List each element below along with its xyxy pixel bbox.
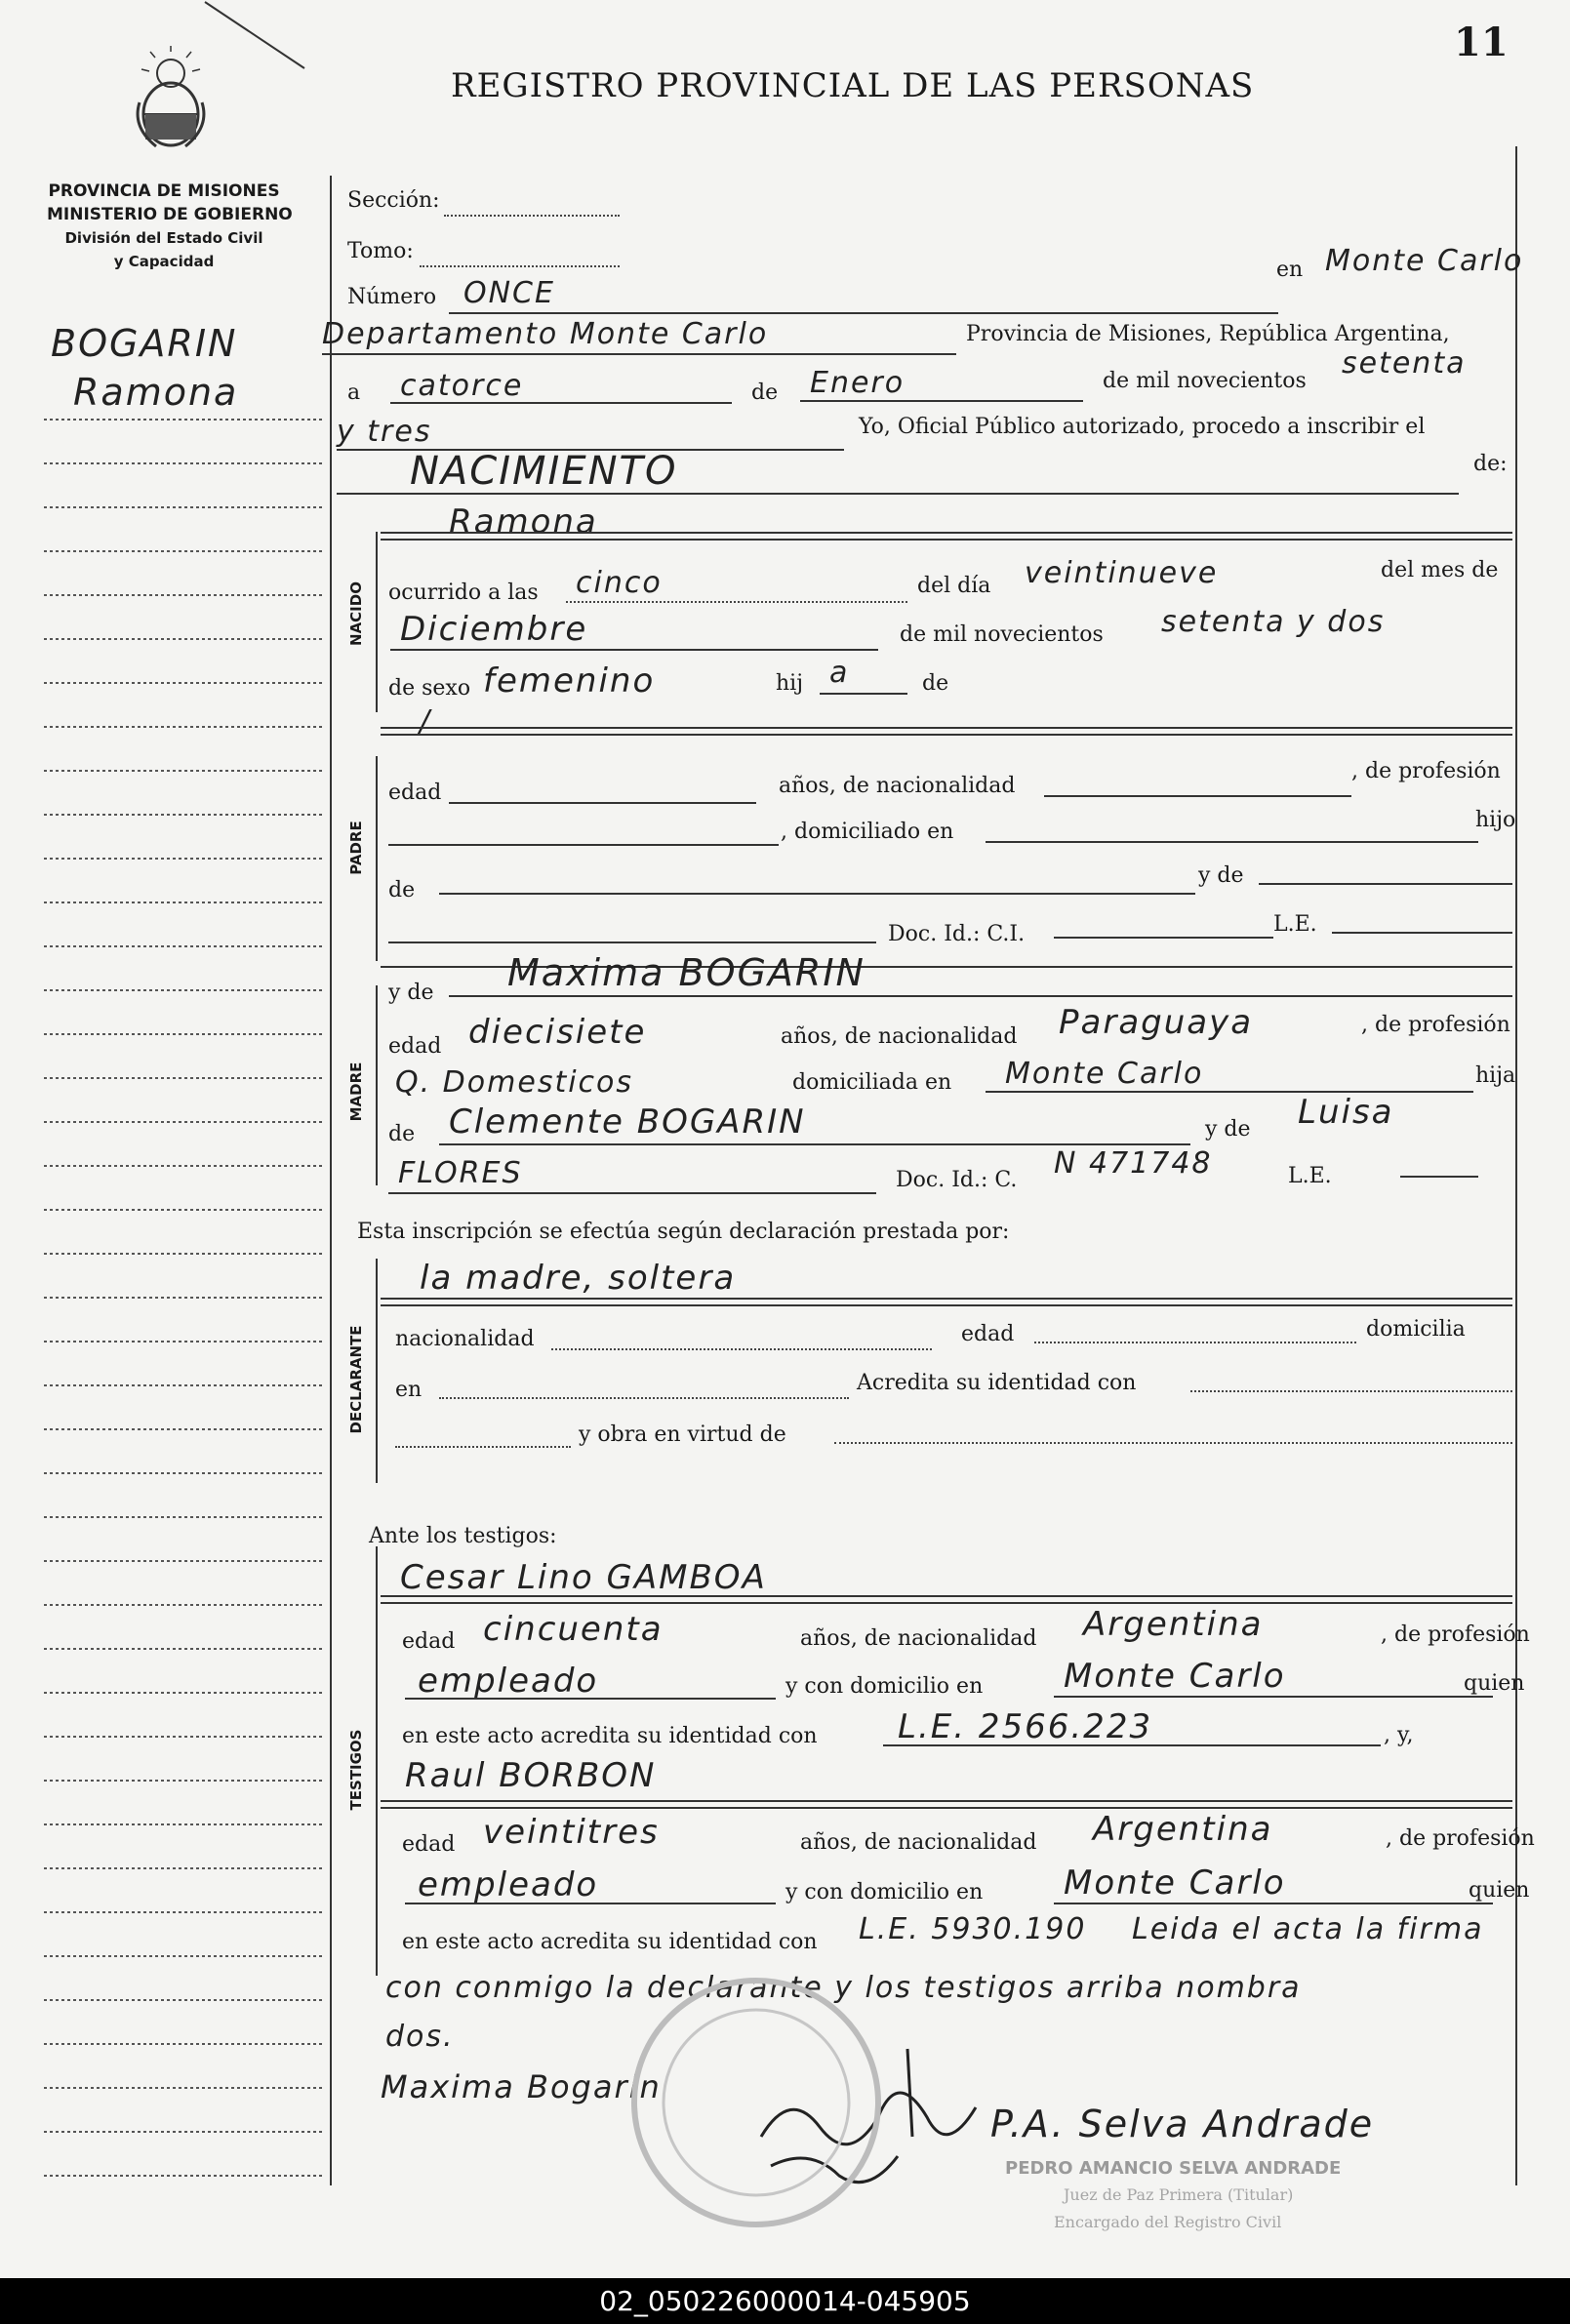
nombre-line [381, 532, 1512, 534]
t2-nombre-line [381, 1800, 1512, 1802]
value-padre-mark: / [420, 704, 432, 739]
header-line: PROVINCIA DE MISIONES [48, 181, 280, 201]
margin-ruled-lines [44, 371, 327, 2224]
label-madre-yde2: y de [1205, 1117, 1251, 1142]
label-doc-ci: Doc. Id.: C.I. [888, 922, 1026, 946]
seccion-line [444, 215, 620, 217]
value-closing1: Leida el acta la firma [1132, 1912, 1484, 1946]
margin-given-name: Ramona [73, 371, 239, 414]
label-t1-edad: edad [402, 1629, 456, 1654]
seal-office: Encargado del Registro Civil [1054, 2213, 1282, 2231]
decl-nac-line [551, 1348, 932, 1350]
label-hija: hija [1475, 1063, 1516, 1088]
value-t1-nac: Argentina [1083, 1605, 1264, 1644]
decl-edad-line [1034, 1342, 1356, 1343]
label-le: L.E. [1273, 912, 1317, 937]
value-t1-edad: cincuenta [483, 1610, 664, 1649]
label-y-de: y de [1198, 863, 1244, 888]
value-dia-nac: veintinueve [1025, 556, 1219, 590]
label-t1-y: , y, [1384, 1723, 1414, 1747]
label-madre-nac: años, de nacionalidad [781, 1024, 1018, 1049]
t1-nombre-line-2 [381, 1602, 1512, 1604]
padre-prof-line [388, 844, 779, 846]
label-domicilia: domicilia [1366, 1317, 1466, 1342]
value-t1-nombre: Cesar Lino GAMBOA [400, 1558, 767, 1597]
label-madre-prof: , de profesión [1361, 1013, 1510, 1037]
page-number: 11 [1454, 20, 1509, 65]
value-acto: NACIMIENTO [410, 449, 678, 494]
page-title: REGISTRO PROVINCIAL DE LAS PERSONAS [451, 66, 1255, 105]
value-abuela2: FLORES [398, 1156, 523, 1190]
value-hij-suffix: a [829, 656, 850, 690]
value-t2-nac: Argentina [1093, 1810, 1273, 1849]
padre-dom-line [986, 841, 1478, 843]
padre-top-line [381, 727, 1512, 729]
value-madre-doc: N 471748 [1054, 1146, 1213, 1181]
frame-left-line [330, 176, 332, 2185]
official-seal-icon [624, 1971, 888, 2234]
value-nombre: Ramona [449, 502, 598, 541]
label-en: en [1276, 258, 1304, 282]
declarante-bracket [376, 1259, 378, 1483]
value-madre-nombre: Maxima BOGARIN [507, 951, 866, 994]
label-acredita: Acredita su identidad con [857, 1371, 1137, 1395]
t1-prof-line [405, 1698, 776, 1700]
madre-bracket [376, 985, 378, 1185]
header-line: MINISTERIO DE GOBIERNO [47, 205, 293, 224]
padre-doc-line [388, 942, 876, 943]
label-t2-prof: , de profesión [1386, 1826, 1535, 1851]
label-doc-c: Doc. Id.: C. [896, 1168, 1018, 1192]
value-mes-nac: Diciembre [400, 610, 588, 649]
label-t1-prof: , de profesión [1381, 1623, 1530, 1647]
value-departamento: Departamento Monte Carlo [322, 317, 769, 351]
label-madre-yde: y de [388, 981, 434, 1005]
value-madre-edad: diecisiete [468, 1013, 647, 1052]
label-numero: Número [347, 285, 437, 309]
label-provincia: Provincia de Misiones, República Argentina, [966, 322, 1450, 346]
label-de-sexo: de sexo [388, 676, 471, 701]
image-id-footer: 02_050226000014-045905 [0, 2278, 1570, 2324]
label-testigos: TESTIGOS [347, 1729, 365, 1811]
label-t1-domicilio: y con domicilio en [785, 1674, 984, 1699]
abuela2-line [388, 1192, 876, 1194]
label-t1-quien: quien [1464, 1671, 1525, 1696]
seal-title: Juez de Paz Primera (Titular) [1064, 2185, 1294, 2204]
signature-madre: Maxima Bogarin [381, 2068, 662, 2105]
label-nacionalidad: nacionalidad [395, 1327, 535, 1351]
label-domiciliado: , domiciliado en [781, 820, 954, 844]
madre-nombre-line [449, 995, 1512, 997]
nacido-bracket [376, 532, 378, 712]
margin-surname: BOGARIN [51, 322, 238, 365]
madre-dom-line [986, 1091, 1473, 1093]
coat-of-arms-icon [122, 44, 220, 156]
label-madre: MADRE [347, 1062, 365, 1122]
dia-line [390, 402, 732, 404]
label-decl-edad: edad [961, 1322, 1015, 1346]
label-ocurrido: ocurrido a las [388, 581, 539, 605]
label-declarante: DECLARANTE [347, 1325, 365, 1434]
value-sexo: femenino [483, 661, 656, 701]
label-padre-edad: edad [388, 781, 442, 805]
label-t2-domicilio: y con domicilio en [785, 1880, 984, 1904]
label-t2-nac: años, de nacionalidad [800, 1830, 1037, 1855]
label-t2-en-este-acto: en este acto acredita su identidad con [402, 1930, 818, 1954]
mes-line [800, 400, 1083, 402]
nombre-line-2 [381, 539, 1512, 541]
value-abuela1: Luisa [1298, 1093, 1394, 1132]
label-del-dia: del día [917, 574, 991, 598]
header-line: División del Estado Civil [64, 229, 263, 247]
value-mes: Enero [810, 366, 906, 400]
label-padre-nac: años, de nacionalidad [779, 774, 1016, 798]
value-closing2: con conmigo la declarante y los testigos arriba nombra [385, 1971, 1302, 2005]
t2-prof-line [405, 1903, 776, 1904]
value-abuelo: Clemente BOGARIN [449, 1102, 806, 1142]
value-madre-dom: Monte Carlo [1005, 1057, 1204, 1091]
seal-name: PEDRO AMANCIO SELVA ANDRADE [1005, 2158, 1342, 2179]
label-t2-edad: edad [402, 1832, 456, 1857]
label-y-obra: y obra en virtud de [579, 1422, 786, 1447]
decl-obra-line [834, 1442, 1512, 1444]
value-dia: catorce [400, 369, 524, 403]
t2-nombre-line-2 [381, 1807, 1512, 1809]
label-madre-de: de [388, 1122, 416, 1146]
testigos-bracket [376, 1546, 378, 1976]
madre-le-line [1400, 1176, 1478, 1178]
mes-nac-line [390, 649, 878, 651]
value-anio2: y tres [337, 415, 432, 449]
label-madre-le: L.E. [1288, 1164, 1332, 1188]
label-seccion: Sección: [347, 188, 440, 213]
acto-line [337, 493, 1459, 495]
decl-obra-pre-line [395, 1446, 571, 1448]
label-t1-en-este-acto: en este acto acredita su identidad con [402, 1724, 818, 1748]
label-t1-nac: años, de nacionalidad [800, 1626, 1037, 1651]
label-esta-inscripcion: Esta inscripción se efectúa según declaración prestada por: [357, 1220, 1010, 1244]
value-en-lugar: Monte Carlo [1325, 244, 1524, 278]
label-de: de [751, 381, 779, 405]
label-decl-en: en [395, 1378, 423, 1402]
padre-ci-line [1054, 937, 1273, 939]
label-de-2: de [922, 671, 949, 696]
value-t2-dom: Monte Carlo [1064, 1863, 1286, 1903]
value-declarante: la madre, soltera [420, 1259, 737, 1298]
label-t2-quien: quien [1469, 1878, 1530, 1903]
label-tomo: Tomo: [347, 239, 414, 263]
header-line: y Capacidad [113, 253, 215, 270]
t1-nombre-line [381, 1595, 1512, 1597]
label-del-mes: del mes de [1381, 558, 1499, 582]
label-domiciliada: domiciliada en [792, 1070, 952, 1095]
label-de-mil-novecientos: de mil novecientos [900, 622, 1104, 647]
value-t1-doc: L.E. 2566.223 [898, 1707, 1153, 1746]
value-t2-prof: empleado [418, 1865, 599, 1904]
label-padre-prof: , de profesión [1351, 759, 1501, 783]
hora-line [566, 601, 907, 603]
issuer-header [47, 180, 293, 273]
departamento-line [322, 353, 956, 355]
value-numero: ONCE [463, 276, 555, 310]
padre-edad-line [449, 802, 756, 804]
label-yo-oficial: Yo, Oficial Público autorizado, procedo a inscribir el [859, 415, 1426, 439]
label-ante-testigos: Ante los testigos: [369, 1524, 557, 1548]
padre-de-line [439, 893, 1195, 895]
decl-en-line [439, 1397, 849, 1399]
value-anio1: setenta [1342, 346, 1467, 381]
declarante-line [381, 1298, 1512, 1300]
hij-line [820, 693, 907, 695]
label-de-colon: de: [1473, 452, 1508, 476]
declarante-line-2 [381, 1304, 1512, 1306]
label-madre-edad: edad [388, 1034, 442, 1059]
value-t2-nombre: Raul BORBON [405, 1756, 657, 1795]
label-padre: PADRE [347, 821, 365, 875]
padre-le-line [1332, 932, 1512, 934]
t2-dom-line [1054, 1903, 1493, 1904]
abuelo-line [439, 1143, 1190, 1145]
signature-oficial: P.A. Selva Andrade [990, 2103, 1375, 2145]
value-hora: cinco [576, 566, 663, 600]
value-t2-edad: veintitres [483, 1813, 660, 1852]
label-hijo: hijo [1475, 808, 1516, 832]
decl-acredita-line [1190, 1390, 1512, 1392]
value-t1-dom: Monte Carlo [1064, 1657, 1286, 1696]
numero-line [449, 312, 1278, 314]
label-hij: hij [776, 671, 804, 696]
label-nacido: NACIDO [347, 581, 365, 646]
tomo-line [420, 265, 620, 267]
value-t2-doc: L.E. 5930.190 [859, 1912, 1087, 1946]
t1-dom-line [1054, 1696, 1493, 1698]
padre-nac-line [1044, 795, 1351, 797]
padre-yde-line [1259, 883, 1512, 885]
t1-doc-line [883, 1744, 1381, 1746]
label-padre-de: de [388, 878, 416, 902]
label-mil-novecientos: de mil novecientos [1103, 369, 1307, 393]
padre-bracket [376, 756, 378, 961]
value-closing3: dos. [385, 2020, 455, 2054]
value-madre-nac: Paraguaya [1059, 1003, 1254, 1042]
value-anio-nac: setenta y dos [1161, 605, 1386, 639]
padre-top-line-2 [381, 734, 1512, 736]
value-madre-prof: Q. Domesticos [395, 1065, 634, 1100]
label-a: a [347, 381, 361, 405]
value-t1-prof: empleado [418, 1662, 599, 1701]
